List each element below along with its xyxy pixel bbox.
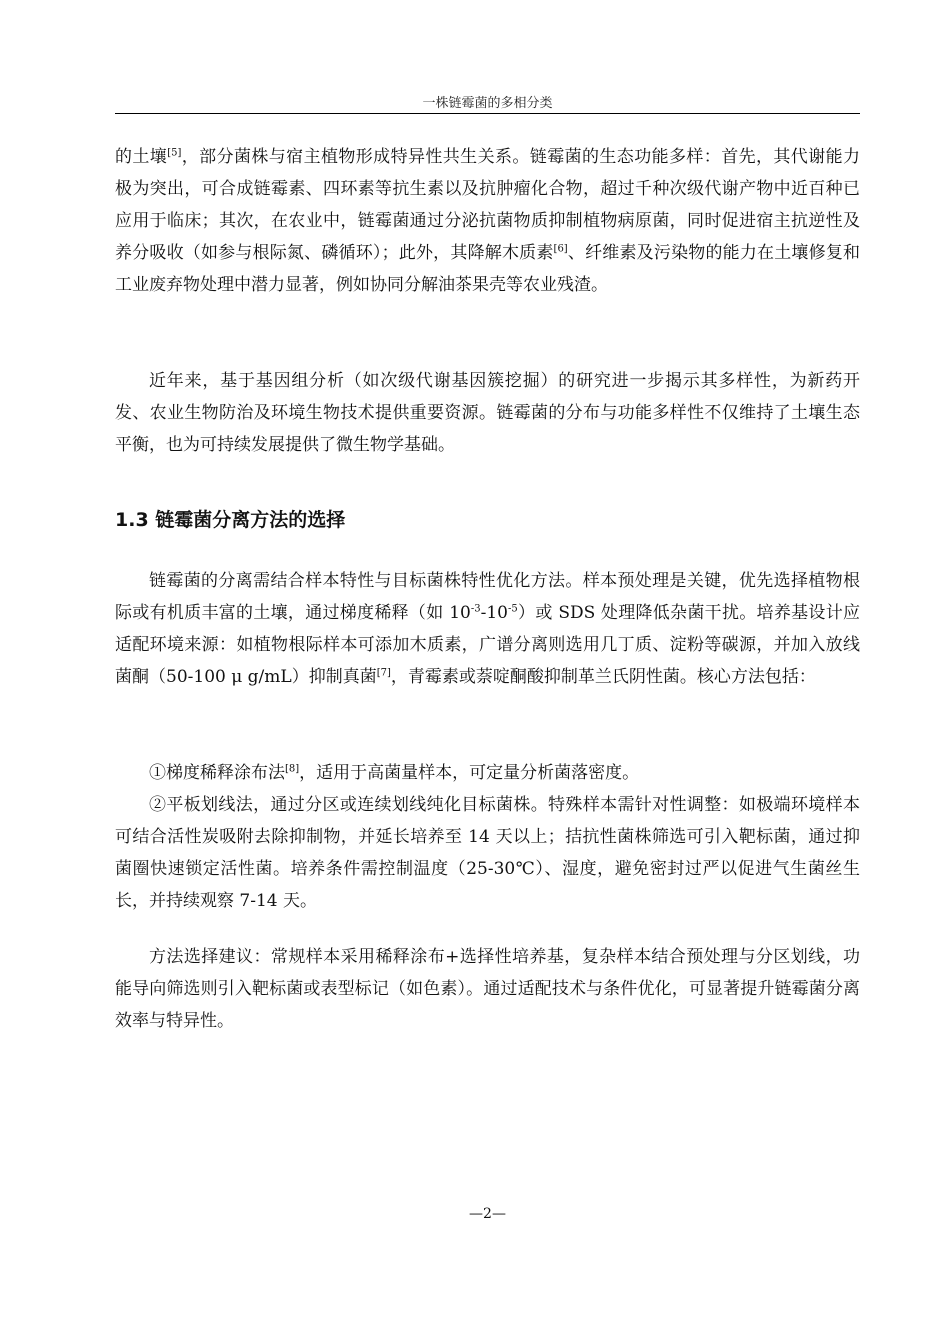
text: 的土壤 bbox=[115, 147, 168, 167]
exponent: -3 bbox=[470, 603, 481, 615]
citation: [6] bbox=[553, 243, 568, 255]
text: 链霉菌的分离需结合样本特性与目标菌株特性优化方法。样本预处理是关键，优先选择植物根际或有机质丰富的土壤，通过梯度稀释（如 10 bbox=[115, 571, 860, 623]
text: ）或 SDS 处理降低杂菌干扰。培养基设计应适配环境来源：如植物根际样本可添加木质素，广谱分离则选用几丁质、淀粉等碳源，并加入放线菌酮（50-100 μ g/mL）抑制真菌 bbox=[115, 603, 860, 687]
paragraph-ecology bbox=[115, 141, 860, 301]
exponent: -5 bbox=[508, 603, 518, 615]
text: ①梯度稀释涂布法 bbox=[149, 763, 285, 783]
text: ，部分菌株与宿主植物形成特异性共生关系。链霉菌的生态功能多样：首先，其代谢能力极为突出，可合成链霉素、四环素等抗生素以及抗肿瘤化合物，超过千种次级代谢产物中近百种已应用于临床；其次，在农业中，链霉菌通过分泌抗菌物质抑制植物病原菌，同时促进宿主抗逆性及养分吸收（如参与根际氮、磷循环）；此外，其降解木质素 bbox=[115, 147, 860, 263]
running-header: 一株链霉菌的多相分类 bbox=[422, 96, 553, 111]
paragraph-recommendation: 方法选择建议：常规样本采用稀释涂布+选择性培养基，复杂样本结合预处理与分区划线，功能导向筛选则引入靶标菌或表型标记（如色素）。通过适配技术与条件优化，可显著提升链霉菌分离效率与特异性。 bbox=[115, 947, 860, 1031]
text: ，适用于高菌量样本，可定量分析菌落密度。 bbox=[299, 763, 640, 783]
paragraph-genomics: 近年来，基于基因组分析（如次级代谢基因簇挖掘）的研究进一步揭示其多样性，为新药开发、农业生物防治及环境生物技术提供重要资源。链霉菌的分布与功能多样性不仅维持了土壤生态平衡，也为可持续发展提供了微生物学基础。 bbox=[115, 371, 860, 455]
header-divider bbox=[115, 113, 860, 114]
paragraph-method-1 bbox=[115, 757, 860, 789]
section-heading: 1.3 链霉菌分离方法的选择 bbox=[115, 509, 346, 531]
text: ，青霉素或萘啶酮酸抑制革兰氏阴性菌。核心方法包括： bbox=[390, 667, 816, 687]
text: 、纤维素及污染物的能力在土壤修复和工业废弃物处理中潜力显著，例如协同分解油茶果壳等农业残渣。 bbox=[115, 243, 861, 295]
page-number: —2— bbox=[469, 1206, 506, 1222]
citation: [8] bbox=[285, 763, 300, 775]
paragraph-isolation bbox=[115, 565, 860, 693]
citation: [7] bbox=[376, 667, 391, 679]
citation: [5] bbox=[167, 147, 182, 159]
paragraph-method-2: ②平板划线法，通过分区或连续划线纯化目标菌株。特殊样本需针对性调整：如极端环境样本可结合活性炭吸附去除抑制物，并延长培养至 14 天以上；拮抗性菌株筛选可引入靶标菌，通过抑菌圈快速锁定活性菌。培养条件需控制温度（25-30℃）、湿度，避免密封过严以促进气生菌丝生长，并持续观察 7-14 天。 bbox=[115, 795, 860, 911]
text: -10 bbox=[480, 603, 508, 623]
